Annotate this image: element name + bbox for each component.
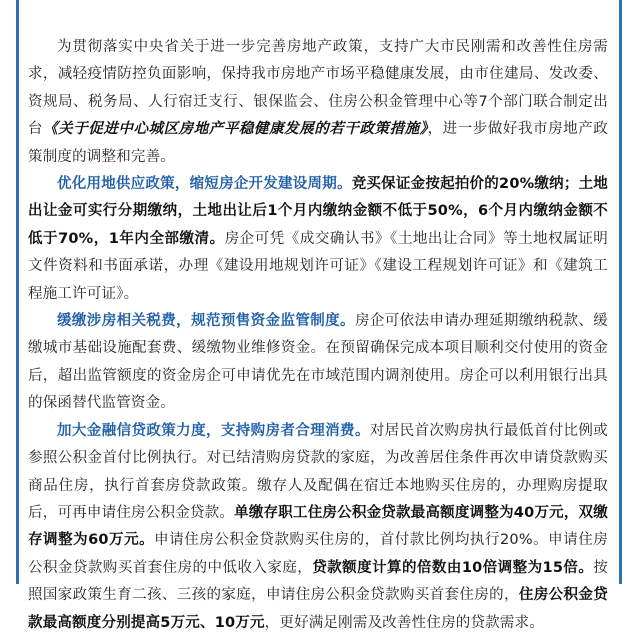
document-body — [28, 34, 608, 637]
paragraph-intro — [28, 34, 608, 171]
policy-document-title: 《关于促进中心城区房地产平稳健康发展的若干政策措施》 — [43, 121, 428, 138]
heading-credit-policy: 加大金融信贷政策力度，支持购房者合理消费。 — [57, 422, 370, 439]
credit-text-4: ，更好满足刚需及改善性住房的贷款需求。 — [264, 614, 544, 631]
child-family-loan-increase: 住房公积金贷款最高额度分别提高5万元、10万元 — [28, 587, 608, 631]
heading-tax-deferral: 缓缴涉房相关税费，规范预售资金监管制度。 — [57, 313, 355, 330]
land-deposit-terms: 竞买保证金按起拍价的20%缴纳；土地出让金可实行分期缴纳，土地出让后1个月内缴纳金额不低于50%，6个月内缴纳金额不低于70%，1年内全部缴清。 — [28, 176, 609, 247]
credit-text-1: 对居民首次购房执行最低首付比例或参照公积金首付比例执行。对已结清购房贷款的家庭，为改善居住条件再次申请贷款购买商品住房，执行首套房贷款政策。缴存人及配偶在宿迁本地购买住房的，办理购房提取后，可再申请住房公积金贷款。 — [28, 422, 608, 521]
loan-multiple-change: 贷款额度计算的倍数由10倍调整为15倍。 — [312, 559, 594, 576]
tax-deferral-text: 房企可依法申请办理延期缴纳税款、缓缴城市基础设施配套费、缓缴物业维修资金。在预留确保完成本项目顺利交付使用的资金后，超出监管额度的资金房企可申请优先在市域范围内调剂使用。房企可以利用银行出具的保函替代监管资金。 — [28, 313, 609, 412]
land-permit-text: 房企可凭《成交确认书》《土地出让合同》等土地权属证明文件资料和书面承诺，办理《建设用地规划许可证》《建设工程规划许可证》和《建筑工程施工许可证》。 — [28, 230, 608, 302]
paragraph-tax-deferral — [28, 308, 608, 418]
paragraph-land-supply — [28, 171, 608, 308]
credit-text-2: 申请住房公积金贷款购买住房的，首付款比例均执行20%。申请住房公积金贷款购买首套住房的中低收入家庭， — [28, 532, 608, 576]
fund-loan-limit: 单缴存职工住房公积金贷款最高额度调整为40万元，双缴存调整为60万元。 — [28, 504, 608, 549]
paragraph-credit-policy — [28, 418, 608, 637]
intro-text-2: ，进一步做好我市房地产政策制度的调整和完善。 — [28, 121, 608, 165]
credit-text-3: 按照国家政策生育二孩、三孩的家庭，申请住房公积金贷款购买首套住房的， — [28, 559, 608, 604]
heading-land-supply: 优化用地供应政策，缩短房企开发建设周期。 — [57, 176, 352, 193]
intro-text-1: 为贯彻落实中央省关于进一步完善房地产政策，支持广大市民刚需和改善性住房需求，减轻疫情防控负面影响，保持我市房地产市场平稳健康发展，由市住建局、发改委、资规局、税务局、人行宿迁支行、银保监会、住房公积金管理中心等7个部门联合制定出台 — [28, 39, 608, 138]
